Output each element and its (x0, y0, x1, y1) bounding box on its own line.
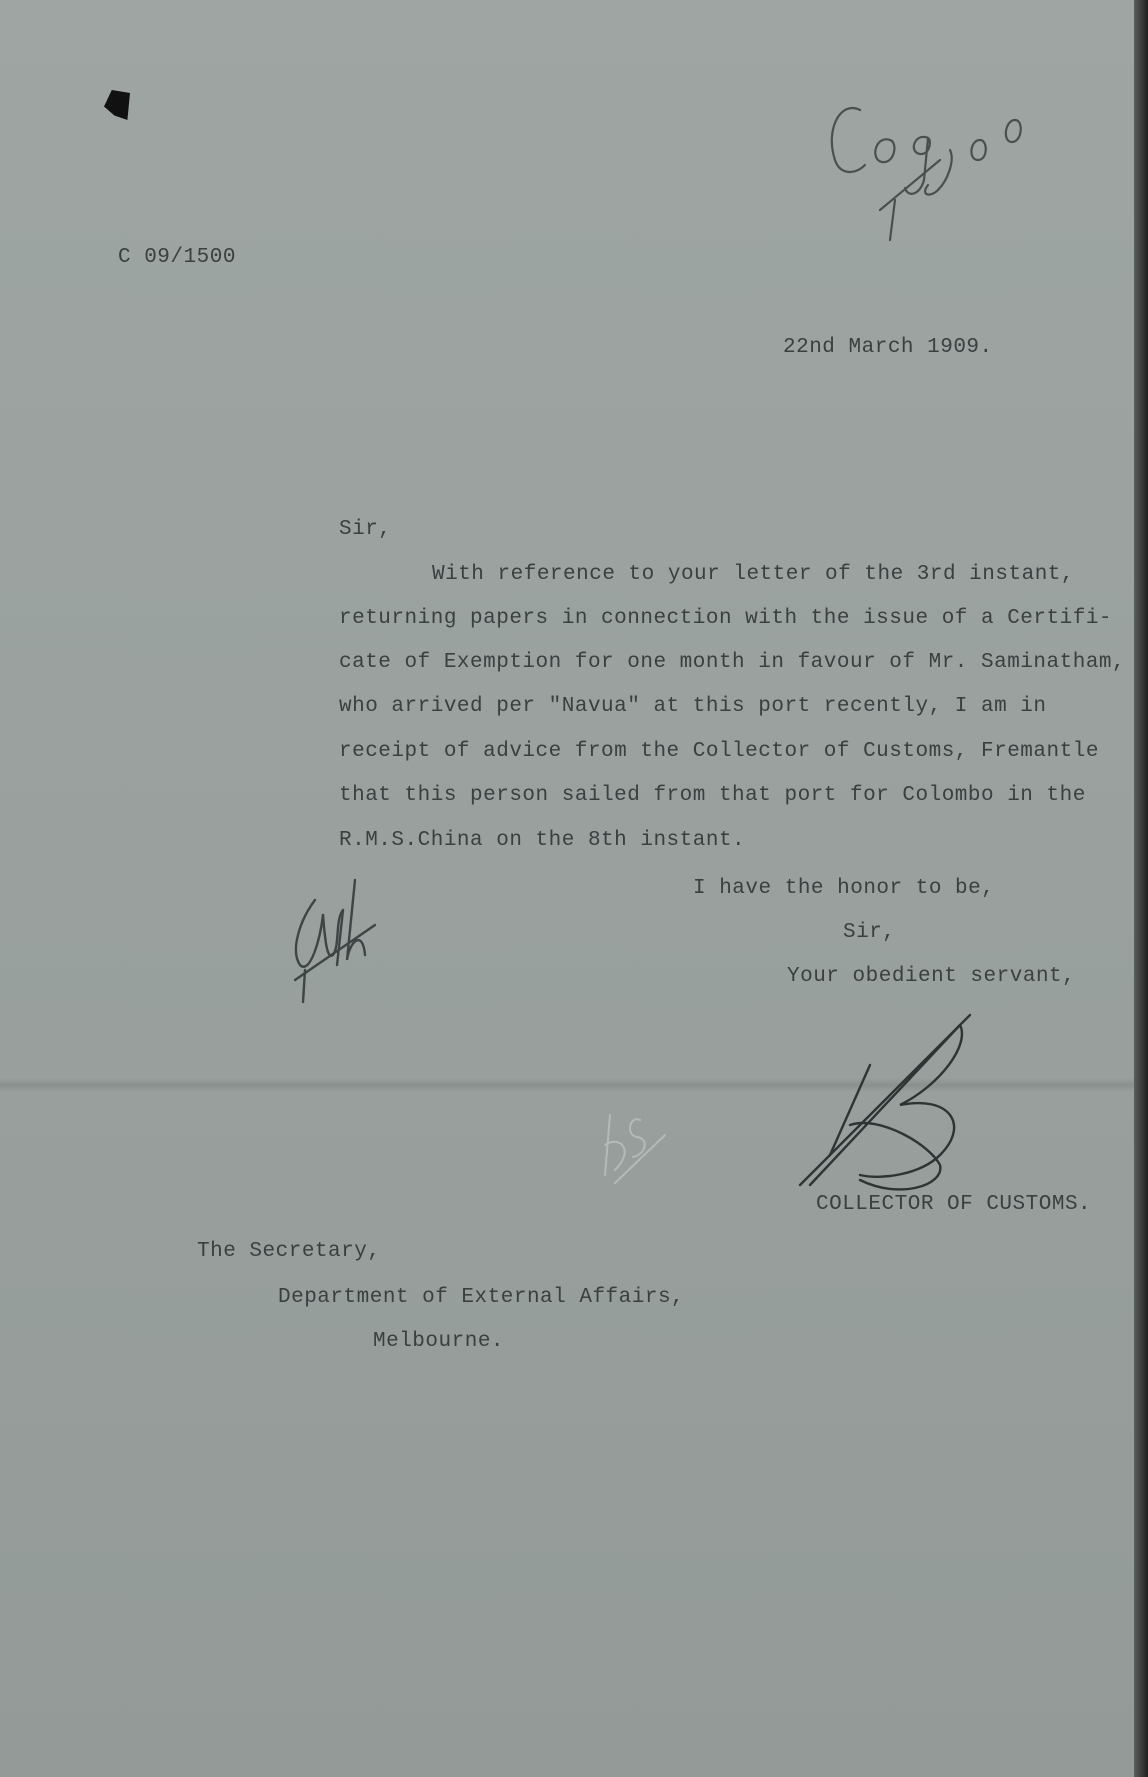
addressee-line: The Secretary, (197, 1240, 381, 1263)
reference-number: C 09/1500 (118, 246, 236, 269)
closing-line: Your obedient servant, (787, 965, 1076, 988)
closing-line: Sir, (843, 921, 896, 944)
body-line: cate of Exemption for one month in favour of Mr. Saminatham, (339, 651, 1126, 674)
addressee-line: Department of External Affairs, (278, 1286, 685, 1309)
faint-stamp (595, 1095, 675, 1190)
page-edge (1134, 0, 1148, 1777)
addressee-line: Melbourne. (373, 1330, 505, 1353)
salutation: Sir, (339, 518, 392, 541)
body-line: receipt of advice from the Collector of Customs, Fremantle (339, 740, 1099, 763)
signature (790, 1005, 990, 1200)
body-line: who arrived per "Navua" at this port recently, I am in (339, 695, 1047, 718)
body-line: R.M.S.China on the 8th instant. (339, 829, 746, 852)
closing-line: I have the honor to be, (693, 877, 995, 900)
handwritten-reference (820, 80, 1040, 250)
signature-title: COLLECTOR OF CUSTOMS. (816, 1193, 1092, 1216)
handwritten-initials (285, 870, 405, 1010)
letter-date: 22nd March 1909. (783, 336, 993, 359)
body-line: returning papers in connection with the issue of a Certifi- (339, 607, 1113, 630)
torn-corner (104, 90, 130, 120)
body-line: With reference to your letter of the 3rd instant, (432, 563, 1075, 586)
body-line: that this person sailed from that port for Colombo in the (339, 784, 1086, 807)
